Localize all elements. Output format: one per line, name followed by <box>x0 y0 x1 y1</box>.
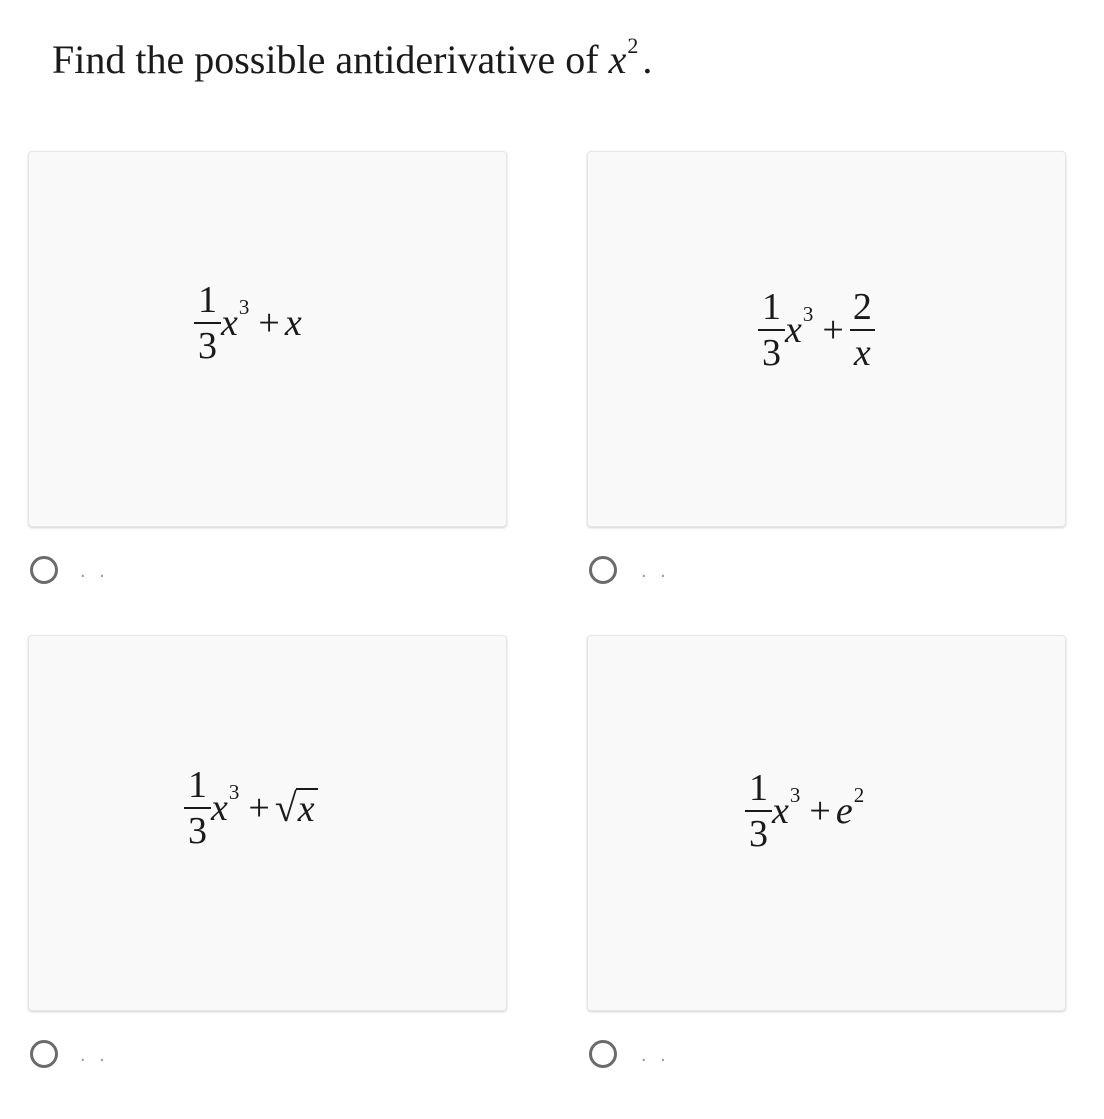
variable: x <box>221 302 238 344</box>
option-c-radio[interactable] <box>30 1040 58 1068</box>
exponent: 3 <box>802 301 814 326</box>
option-d-radio[interactable] <box>589 1040 617 1068</box>
exponent: 3 <box>228 779 240 804</box>
radicand: x <box>296 788 318 828</box>
exponent: 3 <box>238 294 250 319</box>
plus-sign: + <box>258 302 280 344</box>
fraction <box>758 288 785 372</box>
fraction <box>745 769 772 853</box>
question-variable: x <box>608 37 627 82</box>
fraction <box>194 281 221 365</box>
fraction-numerator: 1 <box>762 286 781 328</box>
option-a-radio[interactable] <box>30 556 58 584</box>
question-text <box>52 30 652 96</box>
option-c-label: . . <box>80 1044 109 1066</box>
plus-sign: + <box>809 790 831 832</box>
tail-term: x <box>284 302 302 344</box>
variable: x <box>772 790 789 832</box>
tail-base: e <box>835 790 853 832</box>
option-card-d[interactable] <box>587 635 1066 1011</box>
fraction-denominator: 3 <box>745 810 772 853</box>
option-card-c[interactable] <box>28 635 507 1011</box>
tail-fraction <box>849 288 876 372</box>
tail-exponent: 2 <box>853 782 865 807</box>
option-b-expression <box>758 288 876 372</box>
option-d-label: . . <box>641 1044 670 1066</box>
plus-sign: + <box>822 309 844 351</box>
option-b-radio[interactable] <box>589 556 617 584</box>
option-a-label: . . <box>80 560 109 582</box>
fraction <box>184 766 211 850</box>
fraction-numerator: 1 <box>749 767 768 809</box>
question-period: . <box>642 37 653 82</box>
variable: x <box>211 787 228 829</box>
question-exponent: 2 <box>627 33 639 58</box>
variable: x <box>785 309 802 351</box>
exponent: 3 <box>789 782 801 807</box>
option-c-expression <box>184 766 318 850</box>
option-b-label: . . <box>641 560 670 582</box>
question-prompt: Find the possible antiderivative of <box>52 37 599 82</box>
tail-denominator: x <box>850 329 875 372</box>
radical-sign: √ <box>274 785 297 830</box>
option-d-expression <box>745 769 864 853</box>
fraction-numerator: 1 <box>198 279 217 321</box>
fraction-denominator: 3 <box>184 807 211 850</box>
fraction-denominator: 3 <box>194 322 221 365</box>
option-a-expression <box>194 281 302 365</box>
fraction-numerator: 1 <box>188 764 207 806</box>
option-card-b[interactable] <box>587 151 1066 527</box>
plus-sign: + <box>248 787 270 829</box>
square-root <box>274 785 318 830</box>
fraction-denominator: 3 <box>758 329 785 372</box>
tail-numerator: 2 <box>852 286 872 328</box>
option-card-a[interactable] <box>28 151 507 527</box>
